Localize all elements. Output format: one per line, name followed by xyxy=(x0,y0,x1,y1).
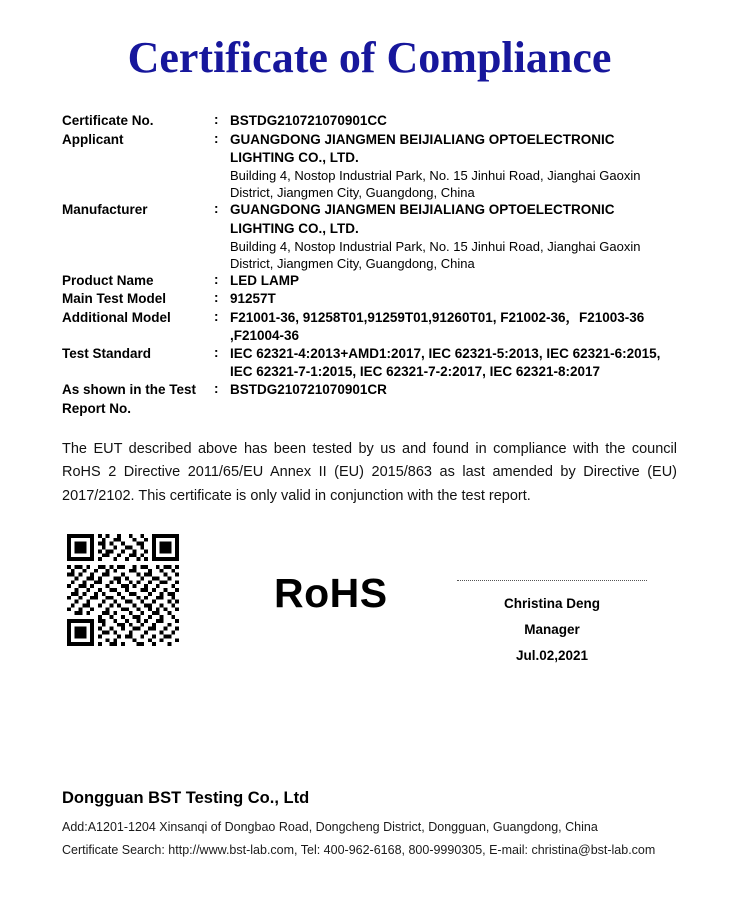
field-row-test-standard xyxy=(62,345,677,381)
certificate-page xyxy=(0,34,739,904)
field-address: Building 4, Nostop Industrial Park, No. 15 Jinhui Road, Jianghai Gaoxin District, Jiangmen City, Guangdong, China xyxy=(230,238,641,271)
field-colon: : xyxy=(214,272,219,288)
footer-contact: Certificate Search: http://www.bst-lab.com, Tel: 400-962-6168, 800-9990305, E-mail: christina@bst-lab.com xyxy=(62,843,656,857)
footer xyxy=(62,789,677,866)
field-label: Test Standard xyxy=(62,345,152,361)
field-colon: : xyxy=(214,201,219,217)
field-label: Applicant xyxy=(62,131,124,147)
field-row-additional-model xyxy=(62,309,677,345)
field-value: GUANGDONG JIANGMEN BEIJIALIANG OPTOELECTRONIC LIGHTING CO., LTD. xyxy=(230,131,615,165)
field-value: 91257T xyxy=(230,291,276,307)
field-colon: : xyxy=(214,290,219,306)
qr-code-icon xyxy=(67,534,179,646)
field-row-certificate-no xyxy=(62,112,677,130)
field-label: Manufacturer xyxy=(62,202,148,218)
field-label: Additional Model xyxy=(62,309,171,325)
mark-and-signature-area xyxy=(62,528,677,698)
field-label: Certificate No. xyxy=(62,113,154,129)
issue-date: Jul.02,2021 xyxy=(515,647,589,663)
signatory-role: Manager xyxy=(524,621,580,637)
field-colon: : xyxy=(214,308,219,324)
field-label: Main Test Model xyxy=(62,291,167,307)
compliance-statement: The EUT described above has been tested by us and found in compliance with the council RoHS 2 Directive 2011/65/EU Annex II (EU) 2015/863 as last amended by Directive (EU) 2017/2102. This certificate is only valid in conjunction with the test report. xyxy=(62,440,677,504)
field-value-group xyxy=(230,131,677,202)
field-row-product-name xyxy=(62,272,677,290)
signatory-name: Christina Deng xyxy=(503,596,600,612)
field-row-manufacturer xyxy=(62,201,677,272)
rohs-mark: RoHS xyxy=(274,570,388,617)
footer-address: Add:A1201-1204 Xinsanqi of Dongbao Road, Dongcheng District, Dongguan, Guangdong, China xyxy=(62,820,598,834)
field-value: LED LAMP xyxy=(230,273,299,289)
field-value: GUANGDONG JIANGMEN BEIJIALIANG OPTOELECTRONIC LIGHTING CO., LTD. xyxy=(230,202,615,236)
certificate-fields-table xyxy=(62,112,677,417)
issuing-company: Dongguan BST Testing Co., Ltd xyxy=(62,789,310,807)
signature-line xyxy=(457,580,647,581)
field-row-test-report-no xyxy=(62,381,677,417)
signature-block xyxy=(437,580,667,668)
field-value-group xyxy=(230,201,677,272)
field-value: IEC 62321-4:2013+AMD1:2017, IEC 62321-5:2013, IEC 62321-6:2015, IEC 62321-7-1:2015, IEC 62321-7-2:2017, IEC 62321-8:2017 xyxy=(230,345,661,380)
field-value: BSTDG210721070901CR xyxy=(230,382,387,398)
field-label: As shown in the Test Report No. xyxy=(62,382,197,416)
field-row-applicant xyxy=(62,131,677,202)
field-value: BSTDG210721070901CC xyxy=(230,113,387,129)
field-label: Product Name xyxy=(62,273,154,289)
field-colon: : xyxy=(214,344,219,360)
field-colon: : xyxy=(214,381,219,397)
field-colon: : xyxy=(214,130,219,146)
field-colon: : xyxy=(214,112,219,128)
field-row-main-test-model xyxy=(62,290,677,308)
page-title: Certificate of Compliance xyxy=(127,33,612,82)
field-address: Building 4, Nostop Industrial Park, No. 15 Jinhui Road, Jianghai Gaoxin District, Jiangmen City, Guangdong, China xyxy=(230,168,641,201)
field-value: F21001-36, 91258T01,91259T01,91260T01, F21002-36，F21003-36 ,F21004-36 xyxy=(230,309,645,343)
